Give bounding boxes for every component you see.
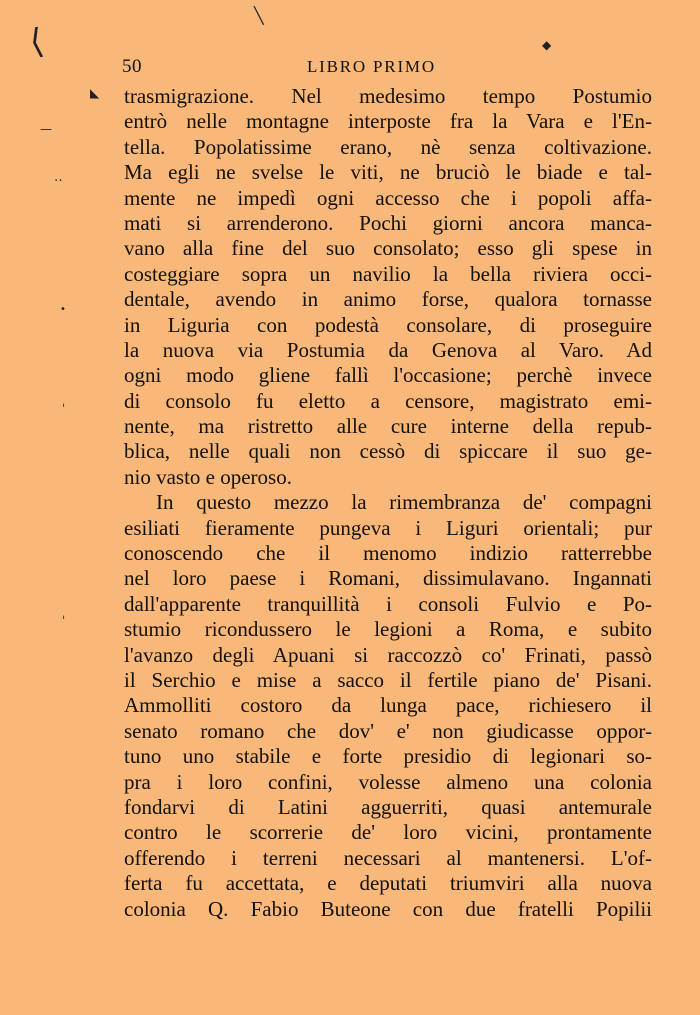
text-line: blica, nelle quali non cessò di spiccare il suo ge- <box>124 439 652 464</box>
text-line: la nuova via Postumia da Genova al Varo. Ad <box>124 337 652 362</box>
text-line: fondarvi di Latini agguerriti, quasi antemurale <box>124 794 652 819</box>
text-line: ogni modo gliene fallì l'occasione; perchè invece <box>124 363 652 388</box>
text-line: entrò nelle montagne interposte fra la Vara e l'En- <box>124 109 652 134</box>
text-line: il Serchio e mise a sacco il fertile piano de' Pisani. <box>124 667 652 692</box>
text-line: Ammolliti costoro da lunga pace, richiesero il <box>124 693 652 718</box>
body-text <box>124 84 652 922</box>
margin-mark-icon: ╲ <box>254 6 264 25</box>
running-title: LIBRO PRIMO <box>307 57 436 76</box>
text-line: di consolo fu eletto a censore, magistrato emi- <box>124 388 652 413</box>
text-line: ferta fu accettata, e deputati triumviri alla nuova <box>124 871 652 896</box>
text-line: colonia Q. Fabio Buteone con due fratelli Popilii <box>124 896 652 921</box>
margin-mark-icon: ‥ <box>54 170 63 185</box>
text-line: mati si arrenderono. Pochi giorni ancora manca- <box>124 210 652 235</box>
text-line: In questo mezzo la rimembranza de' compagni <box>156 490 652 515</box>
text-line: dall'apparente tranquillità i consoli Fulvio e Po- <box>124 591 652 616</box>
margin-mark-icon: • <box>60 304 66 315</box>
paragraph-2 <box>124 490 652 922</box>
text-line: nente, ma ristretto alle cure interne della repub- <box>124 414 652 439</box>
text-line: vano alla fine del suo consolato; esso gli spese in <box>124 236 652 261</box>
running-head <box>122 56 652 82</box>
text-line: costeggiare sopra un navilio la bella riviera occi- <box>124 261 652 286</box>
text-line: pra i loro confini, volesse almeno una colonia <box>124 769 652 794</box>
margin-mark-icon: ◆ <box>542 38 552 52</box>
page-number: 50 <box>122 56 142 77</box>
text-line: stumio ricondussero le legioni a Roma, e subito <box>124 617 652 642</box>
text-line: nel loro paese i Romani, dissimulavano. Ingannati <box>124 566 652 591</box>
text-line: trasmigrazione. Nel medesimo tempo Postumio <box>124 84 652 108</box>
text-line: conoscendo che il menomo indizio ratterrebbe <box>124 541 652 566</box>
text-line: nio vasto e operoso. <box>124 464 292 489</box>
text-line: tuno uno stabile e forte presidio di legionari so- <box>124 744 652 769</box>
margin-mark-icon: ⟨ <box>26 21 47 63</box>
text-line: tella. Popolatissime erano, nè senza coltivazione. <box>124 134 652 159</box>
margin-mark-icon: ˈ <box>62 402 66 416</box>
margin-mark-icon: ˈ <box>62 614 66 628</box>
margin-mark-icon: ◣ <box>90 86 100 100</box>
text-line: esiliati fieramente pungeva i Liguri orientali; pur <box>124 515 652 540</box>
text-line: l'avanzo degli Apuani si raccozzò co' Frinati, passò <box>124 642 652 667</box>
text-line: senato romano che dov' e' non giudicasse oppor- <box>124 718 652 743</box>
text-line: mente ne impedì ogni accesso che i popoli affa- <box>124 185 652 210</box>
paragraph-1 <box>124 84 652 490</box>
text-line: contro le scorrerie de' loro vicini, prontamente <box>124 820 652 845</box>
text-line: offerendo i terreni necessari al mantenersi. L'of- <box>124 845 652 870</box>
margin-mark-icon: — <box>40 122 52 136</box>
text-line: Ma egli ne svelse le viti, ne bruciò le biade e tal- <box>124 160 652 185</box>
text-line: dentale, avendo in animo forse, qualora tornasse <box>124 287 652 312</box>
text-line: in Liguria con podestà consolare, di proseguire <box>124 312 652 337</box>
